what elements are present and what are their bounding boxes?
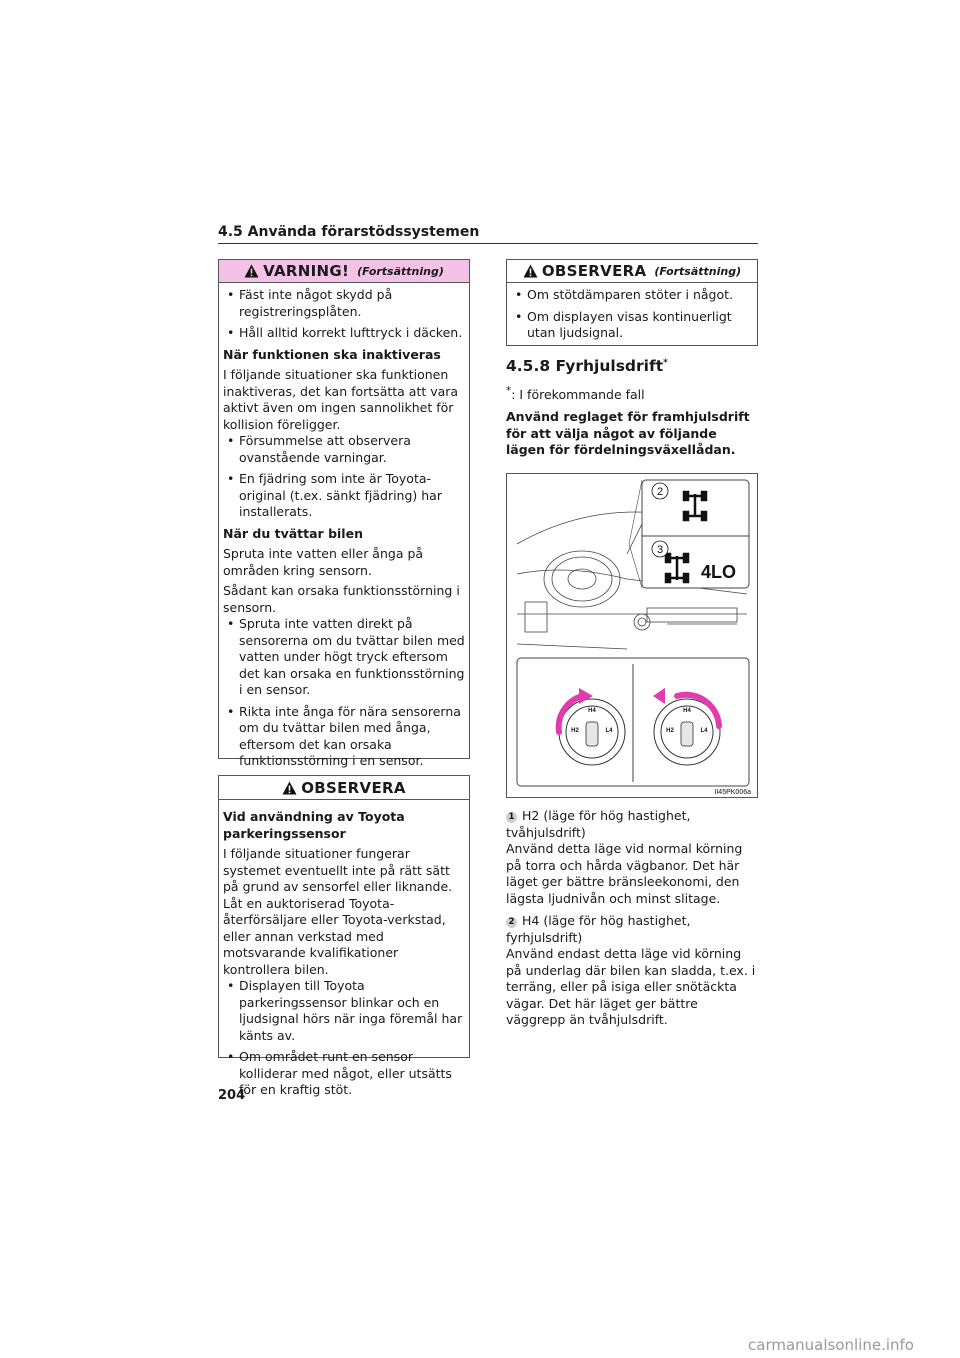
dial-right-l4: L4 — [700, 728, 708, 734]
list-item: • Om stötdämparen stöter i något. — [511, 287, 753, 304]
warning-triangle-icon — [282, 781, 297, 795]
list-item: • Om området runt en sensor kolliderar med något, eller utsätts för en kraftig stöt. — [223, 1049, 465, 1099]
dial-left-h4: H4 — [588, 708, 596, 714]
mode-item-h4 — [506, 913, 758, 1029]
warning-triangle-icon — [523, 264, 538, 278]
warning-wash-list — [223, 616, 465, 770]
display-4lo-label: 4LO — [701, 562, 737, 582]
section-heading-text: 4.5.8 Fyrhjulsdrift — [506, 357, 664, 376]
notice-cont-header — [507, 260, 757, 283]
notice-box-header — [219, 776, 469, 800]
callout-3-top: 3 — [656, 544, 664, 556]
figure-illustration — [507, 474, 757, 797]
warning-triangle-icon — [244, 264, 259, 278]
list-item: • Om displayen visas kontinuerligt utan ljudsignal. — [511, 309, 753, 342]
list-item: • Spruta inte vatten direkt på sensorerna om du tvättar bilen med vatten under högt tryck eftersom det kan orsaka en funktionsstörning i en sensor. — [223, 616, 465, 699]
notice-heading: Vid användning av Toyota parkeringssensor — [223, 809, 405, 841]
notice-box-body — [219, 800, 469, 1108]
notice-list — [223, 978, 465, 1099]
section-heading — [506, 355, 758, 375]
warning-para-deactivate: I följande situationer ska funktionen inaktiveras, det kan fortsätta att vara aktivt även om ingen sannolikhet för kollision föreligger. — [223, 367, 459, 432]
notice-cont-list — [511, 287, 753, 342]
dial-right-h2: H2 — [666, 728, 674, 734]
notice-cont-title: OBSERVERA — [541, 262, 647, 280]
list-item: • Håll alltid korrekt lufttryck i däcken. — [223, 325, 465, 342]
warning-heading-deactivate: När funktionen ska inaktiveras — [223, 346, 441, 362]
warning-para-wash-a: Spruta inte vatten eller ånga på områden kring sensorn. — [223, 546, 424, 578]
dial-left-l4: L4 — [605, 728, 613, 734]
warning-box-body — [219, 283, 469, 779]
four-wheel-drive-figure — [506, 473, 758, 798]
notice-para: I följande situationer fungerar systemet eventuellt inte på rätt sätt på grund av sensorfel eller liknande. Låt en auktoriserad Toyota-återförsäljare eller Toyota-verkstad, eller annan verkstad med motsvarande kvalifikationer kontrollera bilen. — [223, 846, 453, 977]
list-item: • En fjädring som inte är Toyota-original (t.ex. sänkt fjädring) har installerats. — [223, 471, 465, 521]
warning-intro-list — [223, 287, 465, 342]
warning-box — [218, 259, 470, 768]
warning-heading-wash: När du tvättar bilen — [223, 525, 363, 541]
warning-box-header — [219, 260, 469, 283]
footnote — [506, 383, 758, 404]
figure-image-code: II45PK006a — [714, 789, 751, 796]
list-item: • Displayen till Toyota parkeringssensor blinkar och en ljudsignal hörs när inga föremål har känts av. — [223, 978, 465, 1044]
section-divider — [218, 243, 758, 244]
mode-item-h2 — [506, 808, 758, 907]
watermark: carmanualsonline.info — [748, 1336, 914, 1354]
warning-title: VARNING! — [263, 262, 350, 280]
mode-h4-title: H4 (läge för hög hastighet, fyrhjulsdrift) — [506, 913, 691, 945]
warning-deactivate-list — [223, 433, 465, 521]
mode-h4-text: Använd endast detta läge vid körning på underlag där bilen kan sladda, t.ex. i terräng, eller på isiga eller snötäckta vägar. Det här läget ger bättre väggrepp än tvåhjulsdrift. — [506, 946, 756, 1027]
dial-right-h4: H4 — [683, 708, 691, 714]
list-item: • Försummelse att observera ovanstående varningar. — [223, 433, 465, 466]
notice-cont-continued: (Fortsättning) — [654, 264, 742, 278]
list-item: • Rikta inte ånga för nära sensorerna om du tvättar bilen med ånga, eftersom det kan orsaka funktionsstörning i en sensor. — [223, 704, 465, 770]
dial-left-h2: H2 — [571, 728, 579, 734]
mode-list — [506, 808, 758, 1033]
page-number: 204 — [218, 1088, 246, 1103]
warning-continued: (Fortsättning) — [357, 264, 444, 278]
section-asterisk: * — [663, 358, 668, 368]
footnote-text: : I förekommande fall — [511, 386, 645, 402]
section-header: 4.5 Använda förarstödssystemen — [218, 224, 480, 240]
section-intro: Använd reglaget för framhjulsdrift för att välja något av följande lägen för fördelningsväxellådan. — [506, 409, 750, 458]
notice-box-continued — [506, 259, 758, 346]
list-item: • Fäst inte något skydd på registreringsplåten. — [223, 287, 465, 320]
section-458 — [506, 355, 758, 463]
notice-cont-body — [507, 283, 757, 351]
warning-para-wash-b: Sådant kan orsaka funktionsstörning i sensorn. — [223, 583, 460, 615]
footnote-asterisk: * — [506, 384, 512, 397]
mode-h2-text: Använd detta läge vid normal körning på torra och hårda vägbanor. Det här läget ger bättre bränsleekonomi, den lägsta ljudnivån och minst slitage. — [506, 841, 743, 906]
number-badge: 2 — [506, 917, 517, 928]
mode-h2-title: H2 (läge för hög hastighet, tvåhjulsdrift) — [506, 808, 691, 840]
callout-2-top: 2 — [656, 486, 664, 498]
number-badge: 1 — [506, 812, 517, 823]
notice-title: OBSERVERA — [301, 778, 406, 797]
